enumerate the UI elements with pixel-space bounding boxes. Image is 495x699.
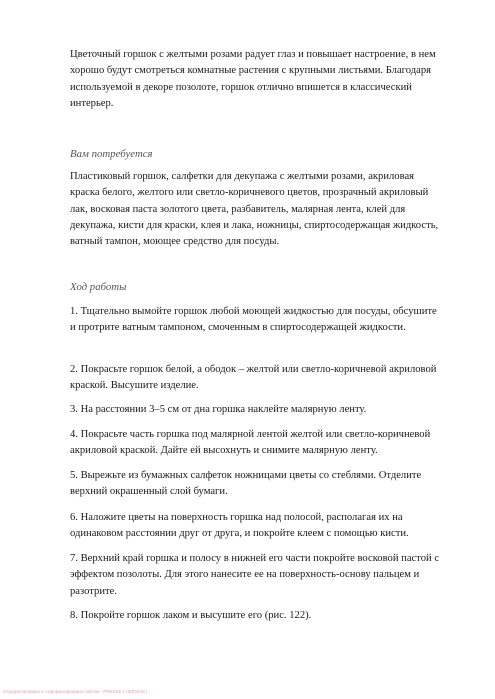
step-2: 2. Покрасьте горшок белой, а ободок – желтой или светло-коричневой акриловой краской. Высушите изделие.	[70, 364, 437, 392]
step-4: 4. Покрасьте часть горшка под малярной лентой желтой или светло-коричневой акриловой краской. Дайте ей высохнуть и снимите малярную ленту.	[70, 429, 431, 457]
step-3: 3. На расстоянии 3–5 см от дна горшка наклейте малярную ленту.	[70, 404, 367, 415]
step-1: 1. Тщательно вымойте горшок любой моющей жидкостью для посуды, обсушите и протрите ватным тампоном, смоченным в спиртосодержащей жидкости.	[70, 306, 437, 334]
steps-heading: Ход работы	[70, 281, 127, 293]
materials-paragraph: Пластиковый горшок, салфетки для декупажа с желтыми розами, акриловая краска белого, желтого или светло-коричневого цветов, прозрачный акриловый лак, восковая паста золотого цвета, разбавитель, малярная лента, клей для декупажа, кисти для краски, клея и лака, ножницы, спиртосодержащая жидкость, ватный тампон, моющее средство для посуды.	[70, 171, 439, 248]
step-7: 7. Верхний край горшка и полосу в нижней его части покройте восковой пастой с эффектом позолоты. Для этого нанесите ее на поверхность-основу пальцем и разотрите.	[70, 553, 440, 597]
step-6: 6. Наложите цветы на поверхность горшка над полосой, располагая их на одинаковом расстоянии друг от друга, и покройте клеем с помощью кисти.	[70, 512, 409, 540]
intro-paragraph: Цветочный горшок с желтыми розами радует глаз и повышает настроение, в нем хорошо будут смотреться комнатные растения с крупными листьями. Благодаря используемой в декоре позолоте, горшок отлично впишется в классический интерьер.	[70, 49, 436, 109]
step-8: 8. Покройте горшок лаком и высушите его (рис. 122).	[70, 610, 312, 621]
footer-watermark: Отредактировано и отформатировано сайтом · PRESSE ( HERSON )	[3, 689, 148, 694]
step-5: 5. Вырежьте из бумажных салфеток ножницами цветы со стеблями. Отделите верхний окрашенный слой бумаги.	[70, 470, 422, 498]
materials-heading: Вам потребуется	[70, 148, 153, 160]
